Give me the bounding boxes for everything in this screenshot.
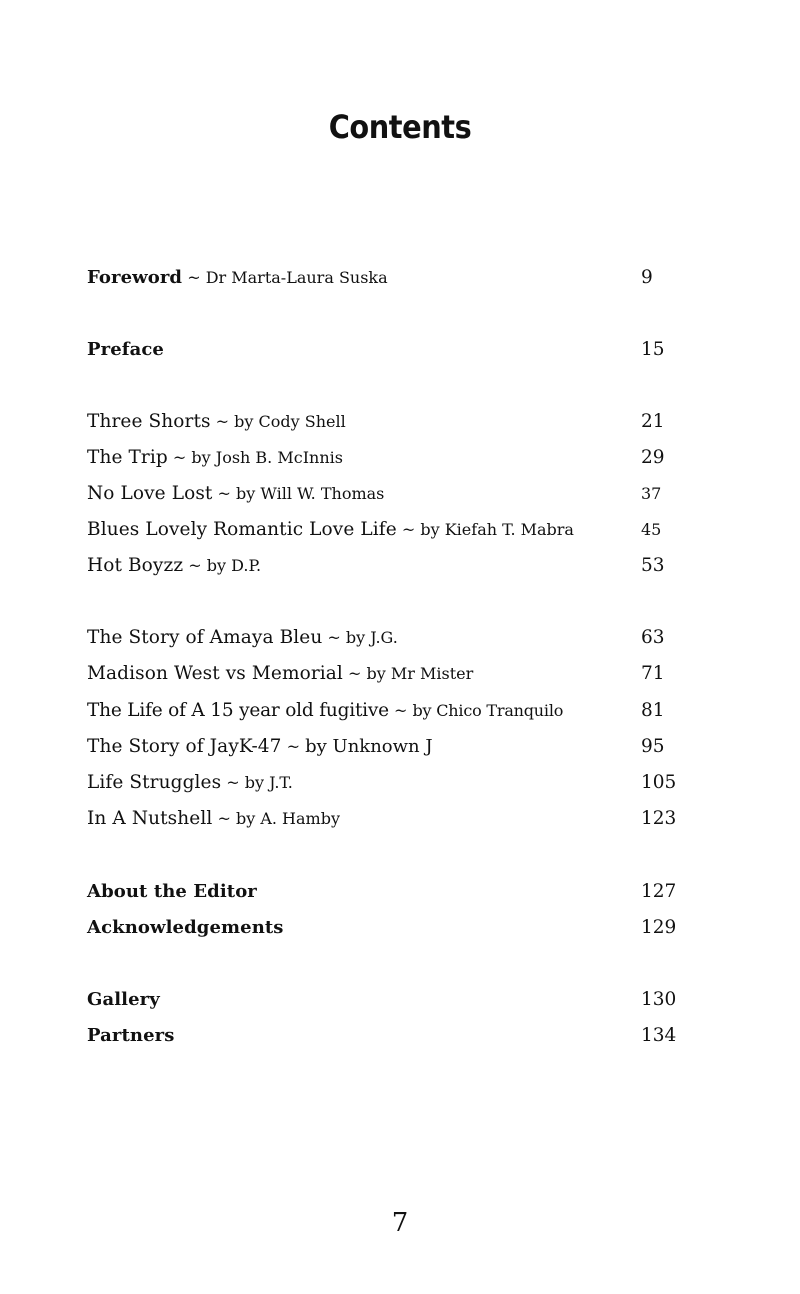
toc-entry-partners	[87, 1022, 707, 1050]
entry-author: by Unknown J	[305, 736, 433, 757]
toc-entry-about-editor	[87, 878, 707, 906]
toc-entry-preface	[87, 336, 707, 364]
entry-title: The Trip	[87, 447, 168, 468]
entry-author: by Josh B. McInnis	[191, 448, 343, 467]
toc-entry-amaya-bleu	[87, 624, 707, 652]
entry-page-number: 134	[641, 1025, 677, 1046]
entry-page-number: 37	[641, 484, 662, 503]
entry-author: by A. Hamby	[235, 809, 340, 828]
entry-page-number: 130	[641, 989, 677, 1010]
entry-title: The Life of A 15 year old fugitive	[87, 700, 389, 721]
entry-title: Three Shorts	[87, 411, 211, 432]
entry-separator: ~	[210, 412, 235, 431]
toc-entry-blues-lovely	[87, 516, 707, 544]
entry-separator: ~	[212, 484, 237, 503]
entry-author: by D.P.	[206, 556, 262, 575]
entry-page-number: 63	[641, 627, 665, 648]
toc-entry-acknowledgements	[87, 914, 707, 942]
toc-entry-jayk-47	[87, 733, 707, 761]
entry-page-number: 21	[641, 411, 665, 432]
entry-page-number: 53	[641, 555, 665, 576]
entry-separator: ~	[221, 773, 245, 792]
entry-page-number: 123	[641, 808, 677, 829]
entry-separator: ~	[167, 448, 192, 467]
page-number: 7	[391, 1208, 409, 1238]
entry-separator: ~	[396, 520, 421, 539]
entry-page-number: 95	[641, 736, 665, 757]
entry-page-number: 15	[641, 339, 665, 360]
entry-page-number: 45	[641, 520, 662, 539]
entry-author: by Kiefah T. Mabra	[420, 520, 574, 539]
entry-separator: ~	[212, 809, 236, 828]
toc-entry-gallery	[87, 986, 707, 1014]
entry-title: About the Editor	[87, 881, 257, 902]
entry-page-number: 9	[641, 267, 653, 288]
entry-separator: ~	[342, 664, 367, 683]
entry-page-number: 71	[641, 663, 665, 684]
toc-entry-in-a-nutshell	[87, 805, 707, 833]
entry-author: by Mr Mister	[366, 664, 474, 683]
entry-title: In A Nutshell	[87, 808, 213, 829]
entry-title: Hot Boyzz	[87, 555, 184, 576]
entry-page-number: 127	[641, 881, 677, 902]
entry-separator: ~	[322, 628, 346, 647]
entry-title: The Story of Amaya Bleu	[87, 627, 323, 648]
entry-title: Preface	[87, 339, 164, 360]
toc-entry-madison-west	[87, 660, 707, 688]
entry-author: by Will W. Thomas	[236, 484, 385, 503]
toc-entry-hot-boyzz	[87, 552, 707, 580]
toc-entry-no-love-lost	[87, 480, 707, 508]
entry-author: by J.T.	[244, 773, 293, 792]
toc-entry-life-of-fugitive	[87, 697, 707, 725]
toc-entry-foreword	[87, 264, 707, 292]
entry-page-number: 129	[641, 917, 677, 938]
entry-author: by Chico Tranquilo	[412, 701, 564, 720]
entry-title: Life Struggles	[87, 772, 222, 793]
entry-title: Madison West vs Memorial	[87, 663, 343, 684]
entry-page-number: 105	[641, 772, 677, 793]
entry-separator: ~	[183, 556, 207, 575]
entry-separator: ~	[182, 268, 206, 287]
entry-separator: ~	[281, 737, 306, 756]
toc-entry-life-struggles	[87, 769, 707, 797]
entry-author: by Cody Shell	[234, 412, 346, 431]
entry-title: Gallery	[87, 989, 160, 1010]
entry-title: Foreword	[87, 267, 183, 288]
entry-separator: ~	[388, 701, 413, 720]
entry-title: The Story of JayK-47	[87, 736, 282, 757]
toc-entry-three-shorts	[87, 408, 707, 436]
entry-page-number: 81	[641, 700, 665, 721]
toc-entry-the-trip	[87, 444, 707, 472]
entry-title: Partners	[87, 1025, 175, 1046]
entry-title: No Love Lost	[87, 483, 213, 504]
entry-title: Blues Lovely Romantic Love Life	[87, 519, 397, 540]
entry-author: by J.G.	[345, 628, 398, 647]
page-title: Contents	[328, 108, 472, 146]
entry-title: Acknowledgements	[87, 917, 284, 938]
entry-page-number: 29	[641, 447, 665, 468]
entry-author: Dr Marta-Laura Suska	[205, 268, 388, 287]
